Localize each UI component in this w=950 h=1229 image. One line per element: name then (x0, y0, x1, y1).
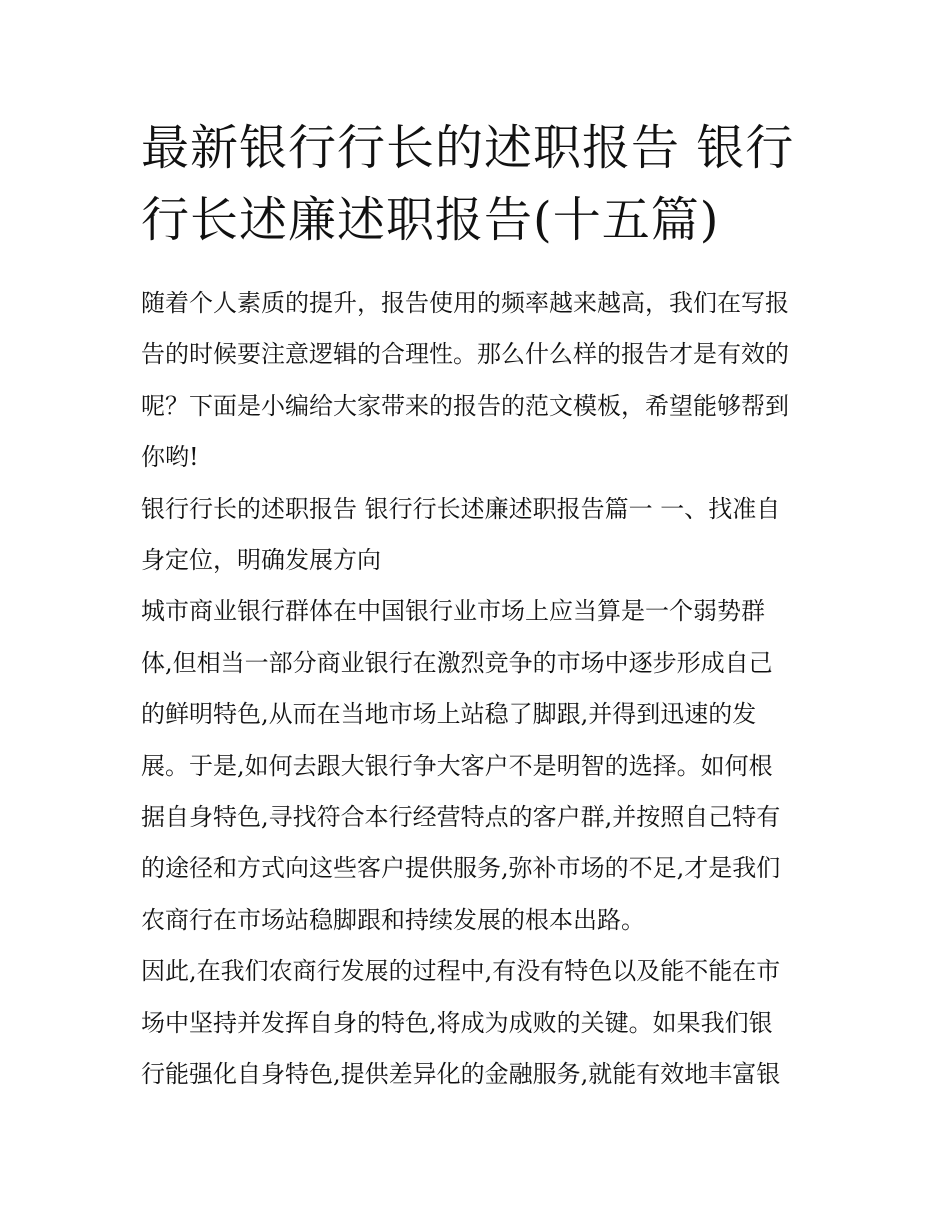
text-line: 呢？下面是小编给大家带来的报告的范文模板，希望能够帮到 (141, 391, 789, 420)
text-line: 据自身特色,寻找符合本行经营特点的客户群,并按照自己特有 (141, 803, 781, 832)
title-line: 行长述廉述职报告(十五篇) (141, 192, 720, 248)
text-line: 的途径和方式向这些客户提供服务,弥补市场的不足,才是我们 (141, 854, 781, 883)
text-line: 因此,在我们农商行发展的过程中,有没有特色以及能不能在市 (141, 957, 781, 986)
text-line: 体,但相当一部分商业银行在激烈竞争的市场中逐步形成自己 (141, 648, 773, 677)
paragraph-body-2 (141, 946, 821, 1100)
text-line: 随着个人素质的提升，报告使用的频率越来越高，我们在写报 (141, 289, 789, 317)
text-line: 行能强化自身特色,提供差异化的金融服务,就能有效地丰富银 (141, 1060, 781, 1089)
paragraph-section-heading (141, 484, 821, 587)
text-line: 告的时候要注意逻辑的合理性。那么什么样的报告才是有效的 (141, 340, 789, 369)
paragraph-intro (141, 278, 821, 484)
text-line: 场中坚持并发挥自身的特色,将成为成败的关键。如果我们银 (141, 1008, 773, 1037)
text-line: 的鲜明特色,从而在当地市场上站稳了脚跟,并得到迅速的发 (141, 700, 757, 729)
document-body (141, 278, 821, 1101)
text-line: 城市商业银行群体在中国银行业市场上应当算是一个弱势群 (141, 597, 765, 626)
document-title (141, 112, 821, 256)
text-line: 展。于是,如何去跟大银行争大客户不是明智的选择。如何根 (141, 751, 773, 780)
paragraph-body-1 (141, 586, 821, 946)
text-line: 你哟! (141, 443, 199, 472)
title-line: 最新银行行长的述职报告 银行 (141, 120, 795, 176)
text-line: 农商行在市场站稳脚跟和持续发展的根本出路。 (141, 905, 645, 934)
text-line: 银行行长的述职报告 银行行长述廉述职报告篇一 一、找准自 (141, 494, 781, 523)
text-line: 身定位，明确发展方向 (141, 546, 381, 575)
